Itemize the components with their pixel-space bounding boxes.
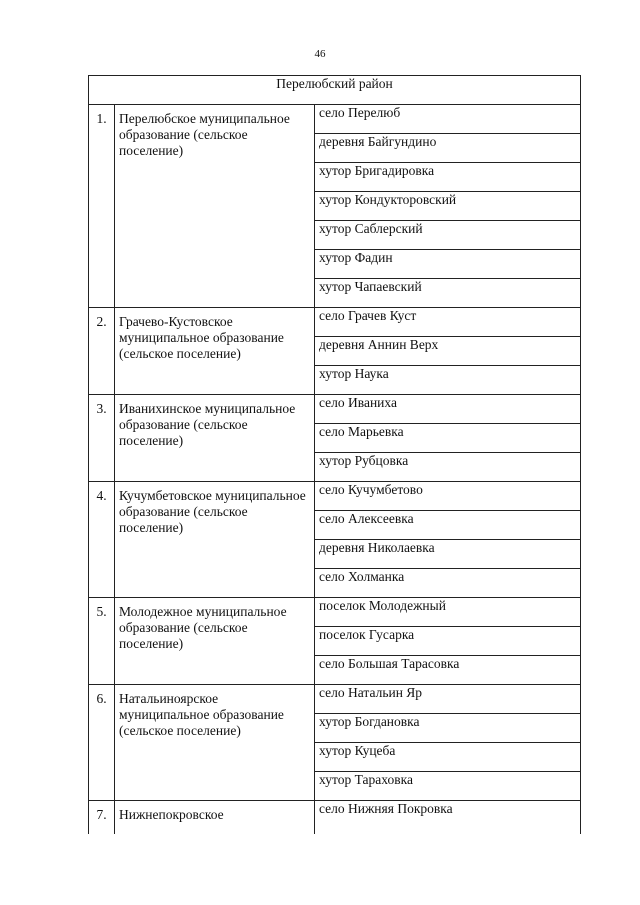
settlement-name: хутор Фадин [315, 250, 581, 279]
settlement-name: хутор Наука [315, 366, 581, 395]
settlement-name: деревня Николаевка [315, 540, 581, 569]
municipality-name: Натальиноярское муниципальное образование (сельское поселение) [115, 685, 315, 801]
entry-number: 6. [89, 685, 115, 801]
settlement-name: хутор Бригадировка [315, 163, 581, 192]
settlement-name: село Кучумбетово [315, 482, 581, 511]
settlement-name: село Нижняя Покровка [315, 801, 581, 835]
settlement-name: село Иваниха [315, 395, 581, 424]
settlement-name: хутор Богдановка [315, 714, 581, 743]
municipality-name: Иванихинское муниципальное образование (сельское поселение) [115, 395, 315, 482]
table-row [89, 395, 581, 424]
settlement-name: хутор Чапаевский [315, 279, 581, 308]
entry-number: 1. [89, 105, 115, 308]
municipality-name: Молодежное муниципальное образование (сельское поселение) [115, 598, 315, 685]
entry-number: 2. [89, 308, 115, 395]
table-title-row [89, 76, 581, 105]
settlement-name: поселок Гусарка [315, 627, 581, 656]
entry-number: 7. [89, 801, 115, 835]
settlement-name: село Алексеевка [315, 511, 581, 540]
settlements-table [88, 75, 581, 834]
settlement-name: хутор Тараховка [315, 772, 581, 801]
settlement-name: село Большая Тарасовка [315, 656, 581, 685]
settlement-name: село Натальин Яр [315, 685, 581, 714]
entry-number: 4. [89, 482, 115, 598]
page-number: 46 [314, 48, 326, 60]
district-title: Перелюбский район [89, 76, 581, 105]
municipality-name: Кучумбетовское муниципальное образование (сельское поселение) [115, 482, 315, 598]
settlement-name: хутор Саблерский [315, 221, 581, 250]
settlement-name: село Перелюб [315, 105, 581, 134]
settlement-name: хутор Рубцовка [315, 453, 581, 482]
table-row [89, 685, 581, 714]
table-row [89, 801, 581, 835]
settlement-name: село Холманка [315, 569, 581, 598]
settlement-name: деревня Аннин Верх [315, 337, 581, 366]
entry-number: 3. [89, 395, 115, 482]
municipality-name: Нижнепокровское [115, 801, 315, 835]
settlement-name: деревня Байгундино [315, 134, 581, 163]
settlement-name: хутор Куцеба [315, 743, 581, 772]
settlement-name: село Грачев Куст [315, 308, 581, 337]
settlement-name: поселок Молодежный [315, 598, 581, 627]
table-row [89, 105, 581, 134]
table-body [89, 76, 581, 835]
table-row [89, 482, 581, 511]
table-row [89, 308, 581, 337]
entry-number: 5. [89, 598, 115, 685]
table-row [89, 598, 581, 627]
settlement-name: хутор Кондукторовский [315, 192, 581, 221]
municipality-name: Перелюбское муниципальное образование (сельское поселение) [115, 105, 315, 308]
municipality-name: Грачево-Кустовское муниципальное образование (сельское поселение) [115, 308, 315, 395]
settlement-name: село Марьевка [315, 424, 581, 453]
